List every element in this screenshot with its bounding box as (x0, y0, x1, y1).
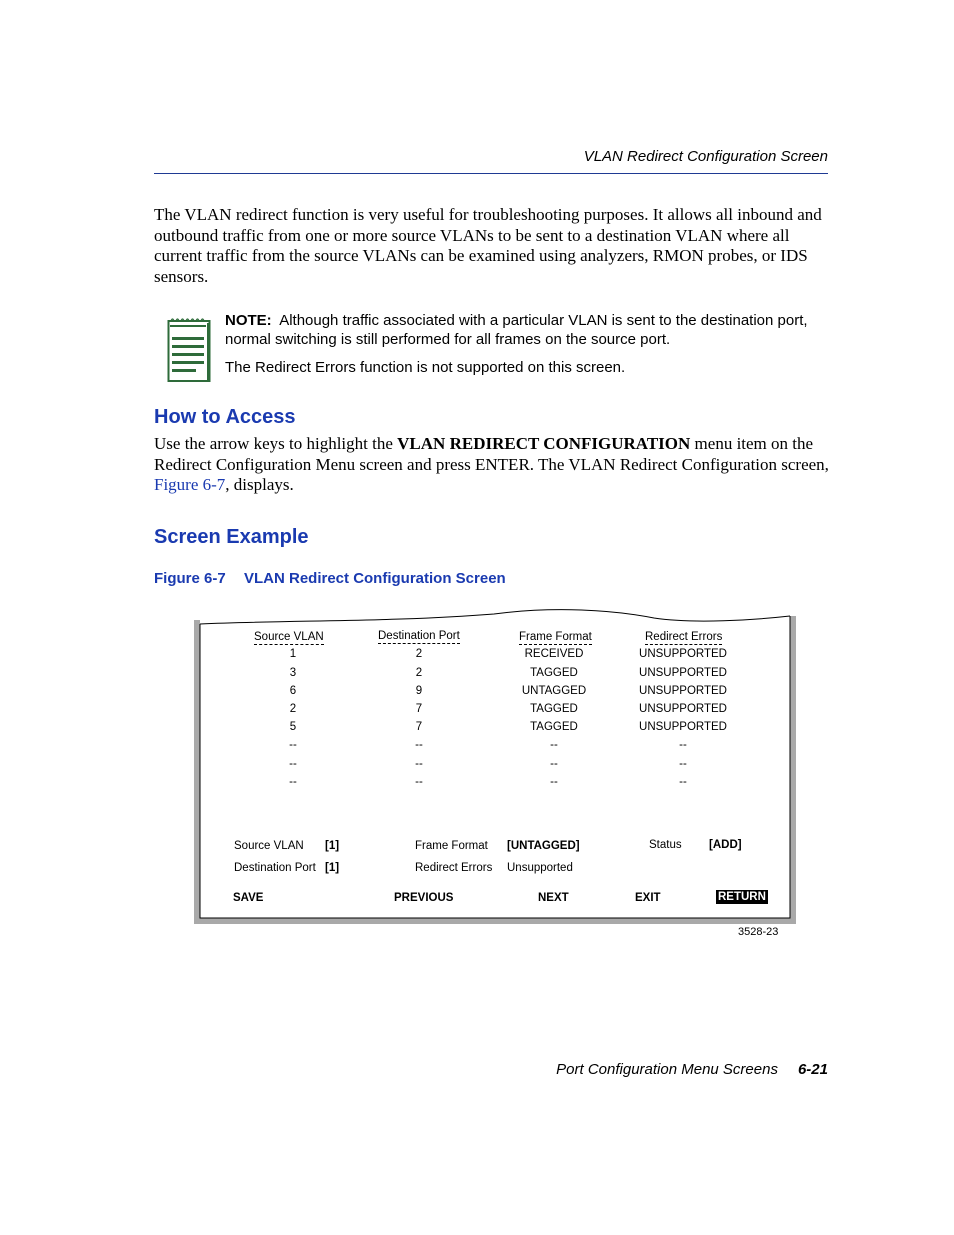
page-footer (556, 1061, 828, 1078)
table-cell: 1 (289, 648, 297, 660)
access-text-2: menu item on the Redirect Configuration Menu screen and press ENTER. The VLAN Redirect Configuration screen, (154, 434, 829, 474)
table-cell: -- (550, 739, 558, 751)
return-command[interactable]: RETURN (718, 891, 766, 903)
destination-port-label: Destination Port (234, 862, 316, 874)
table-cell: 9 (415, 685, 423, 697)
table-cell: -- (550, 758, 558, 770)
page-number: 6-21 (797, 1061, 828, 1078)
status-field[interactable]: [ADD] (709, 839, 742, 851)
how-to-access-paragraph (154, 434, 834, 496)
table-cell: -- (415, 776, 423, 788)
access-text-1: Use the arrow keys to highlight the (154, 434, 398, 453)
table-cell: 2 (415, 648, 423, 660)
redirect-errors-label: Redirect Errors (415, 862, 493, 874)
figure-caption (154, 570, 506, 587)
table-cell: RECEIVED (524, 648, 584, 660)
table-cell: 7 (415, 703, 423, 715)
footer-section: Port Configuration Menu Screens (556, 1061, 778, 1078)
note-text-1 (225, 311, 835, 349)
header-rule (154, 173, 828, 174)
intro-paragraph: The VLAN redirect function is very useful for troubleshooting purposes. It allows all inbound and outbound traffic from one or more source VLANs to be sent to a destination VLAN where all current traffic from the source VLANs can be examined using analyzers, RMON probes, or IDS sensors. (154, 205, 822, 286)
figure-number: Figure 6-7 (154, 570, 226, 587)
source-vlan-label: Source VLAN (234, 840, 304, 852)
note-body: Although traffic associated with a particular VLAN is sent to the destination port, normal switching is still performed for all frames on the source port. (225, 312, 808, 348)
previous-command[interactable]: PREVIOUS (394, 892, 454, 904)
heading-screen-example: Screen Example (154, 526, 309, 548)
col-header-frame-format: Frame Format (519, 631, 592, 643)
col-header-source-vlan: Source VLAN (254, 631, 324, 643)
vlan-redirect-screen (194, 606, 798, 924)
table-cell: -- (550, 776, 558, 788)
table-cell: 5 (289, 721, 297, 733)
table-cell: -- (289, 776, 297, 788)
table-cell: 3 (289, 667, 297, 679)
frame-format-field[interactable]: [UNTAGGED] (507, 840, 580, 852)
col-header-destination-port: Destination Port (378, 630, 460, 642)
figure-title: VLAN Redirect Configuration Screen (244, 570, 506, 587)
table-cell: TAGGED (530, 667, 578, 679)
destination-port-field[interactable]: [1] (325, 862, 340, 874)
next-command[interactable]: NEXT (538, 892, 569, 904)
note-label: NOTE: (225, 312, 272, 329)
table-cell: 2 (415, 667, 423, 679)
heading-how-to-access: How to Access (154, 406, 296, 428)
source-vlan-field[interactable]: [1] (325, 840, 340, 852)
table-cell: UNSUPPORTED (639, 721, 727, 733)
status-label: Status (649, 839, 682, 851)
table-cell: -- (415, 758, 423, 770)
table-cell: TAGGED (530, 703, 578, 715)
redirect-errors-value: Unsupported (507, 862, 573, 874)
running-header: VLAN Redirect Configuration Screen (583, 148, 828, 165)
table-cell: -- (289, 739, 297, 751)
table-cell: -- (289, 758, 297, 770)
table-cell: UNTAGGED (521, 685, 587, 697)
exit-command[interactable]: EXIT (635, 892, 661, 904)
col-header-redirect-errors: Redirect Errors (645, 631, 723, 643)
table-cell: UNSUPPORTED (639, 648, 727, 660)
table-cell: TAGGED (530, 721, 578, 733)
notepad-icon (167, 317, 211, 383)
figure-link[interactable]: Figure 6-7 (154, 475, 226, 494)
access-text-3: , displays. (225, 475, 294, 494)
table-cell: 6 (289, 685, 297, 697)
table-cell: -- (679, 758, 687, 770)
table-cell: -- (679, 776, 687, 788)
menu-item-name: VLAN REDIRECT CONFIGURATION (397, 434, 691, 453)
table-cell: UNSUPPORTED (639, 667, 727, 679)
table-cell: 7 (415, 721, 423, 733)
table-cell: -- (679, 739, 687, 751)
table-cell: -- (415, 739, 423, 751)
table-cell: 2 (289, 703, 297, 715)
note-text-2: The Redirect Errors function is not supported on this screen. (225, 359, 626, 376)
table-cell: UNSUPPORTED (639, 703, 727, 715)
figure-id: 3528-23 (738, 926, 779, 938)
table-cell: UNSUPPORTED (639, 685, 727, 697)
frame-format-label: Frame Format (415, 840, 488, 852)
save-command[interactable]: SAVE (233, 892, 264, 904)
